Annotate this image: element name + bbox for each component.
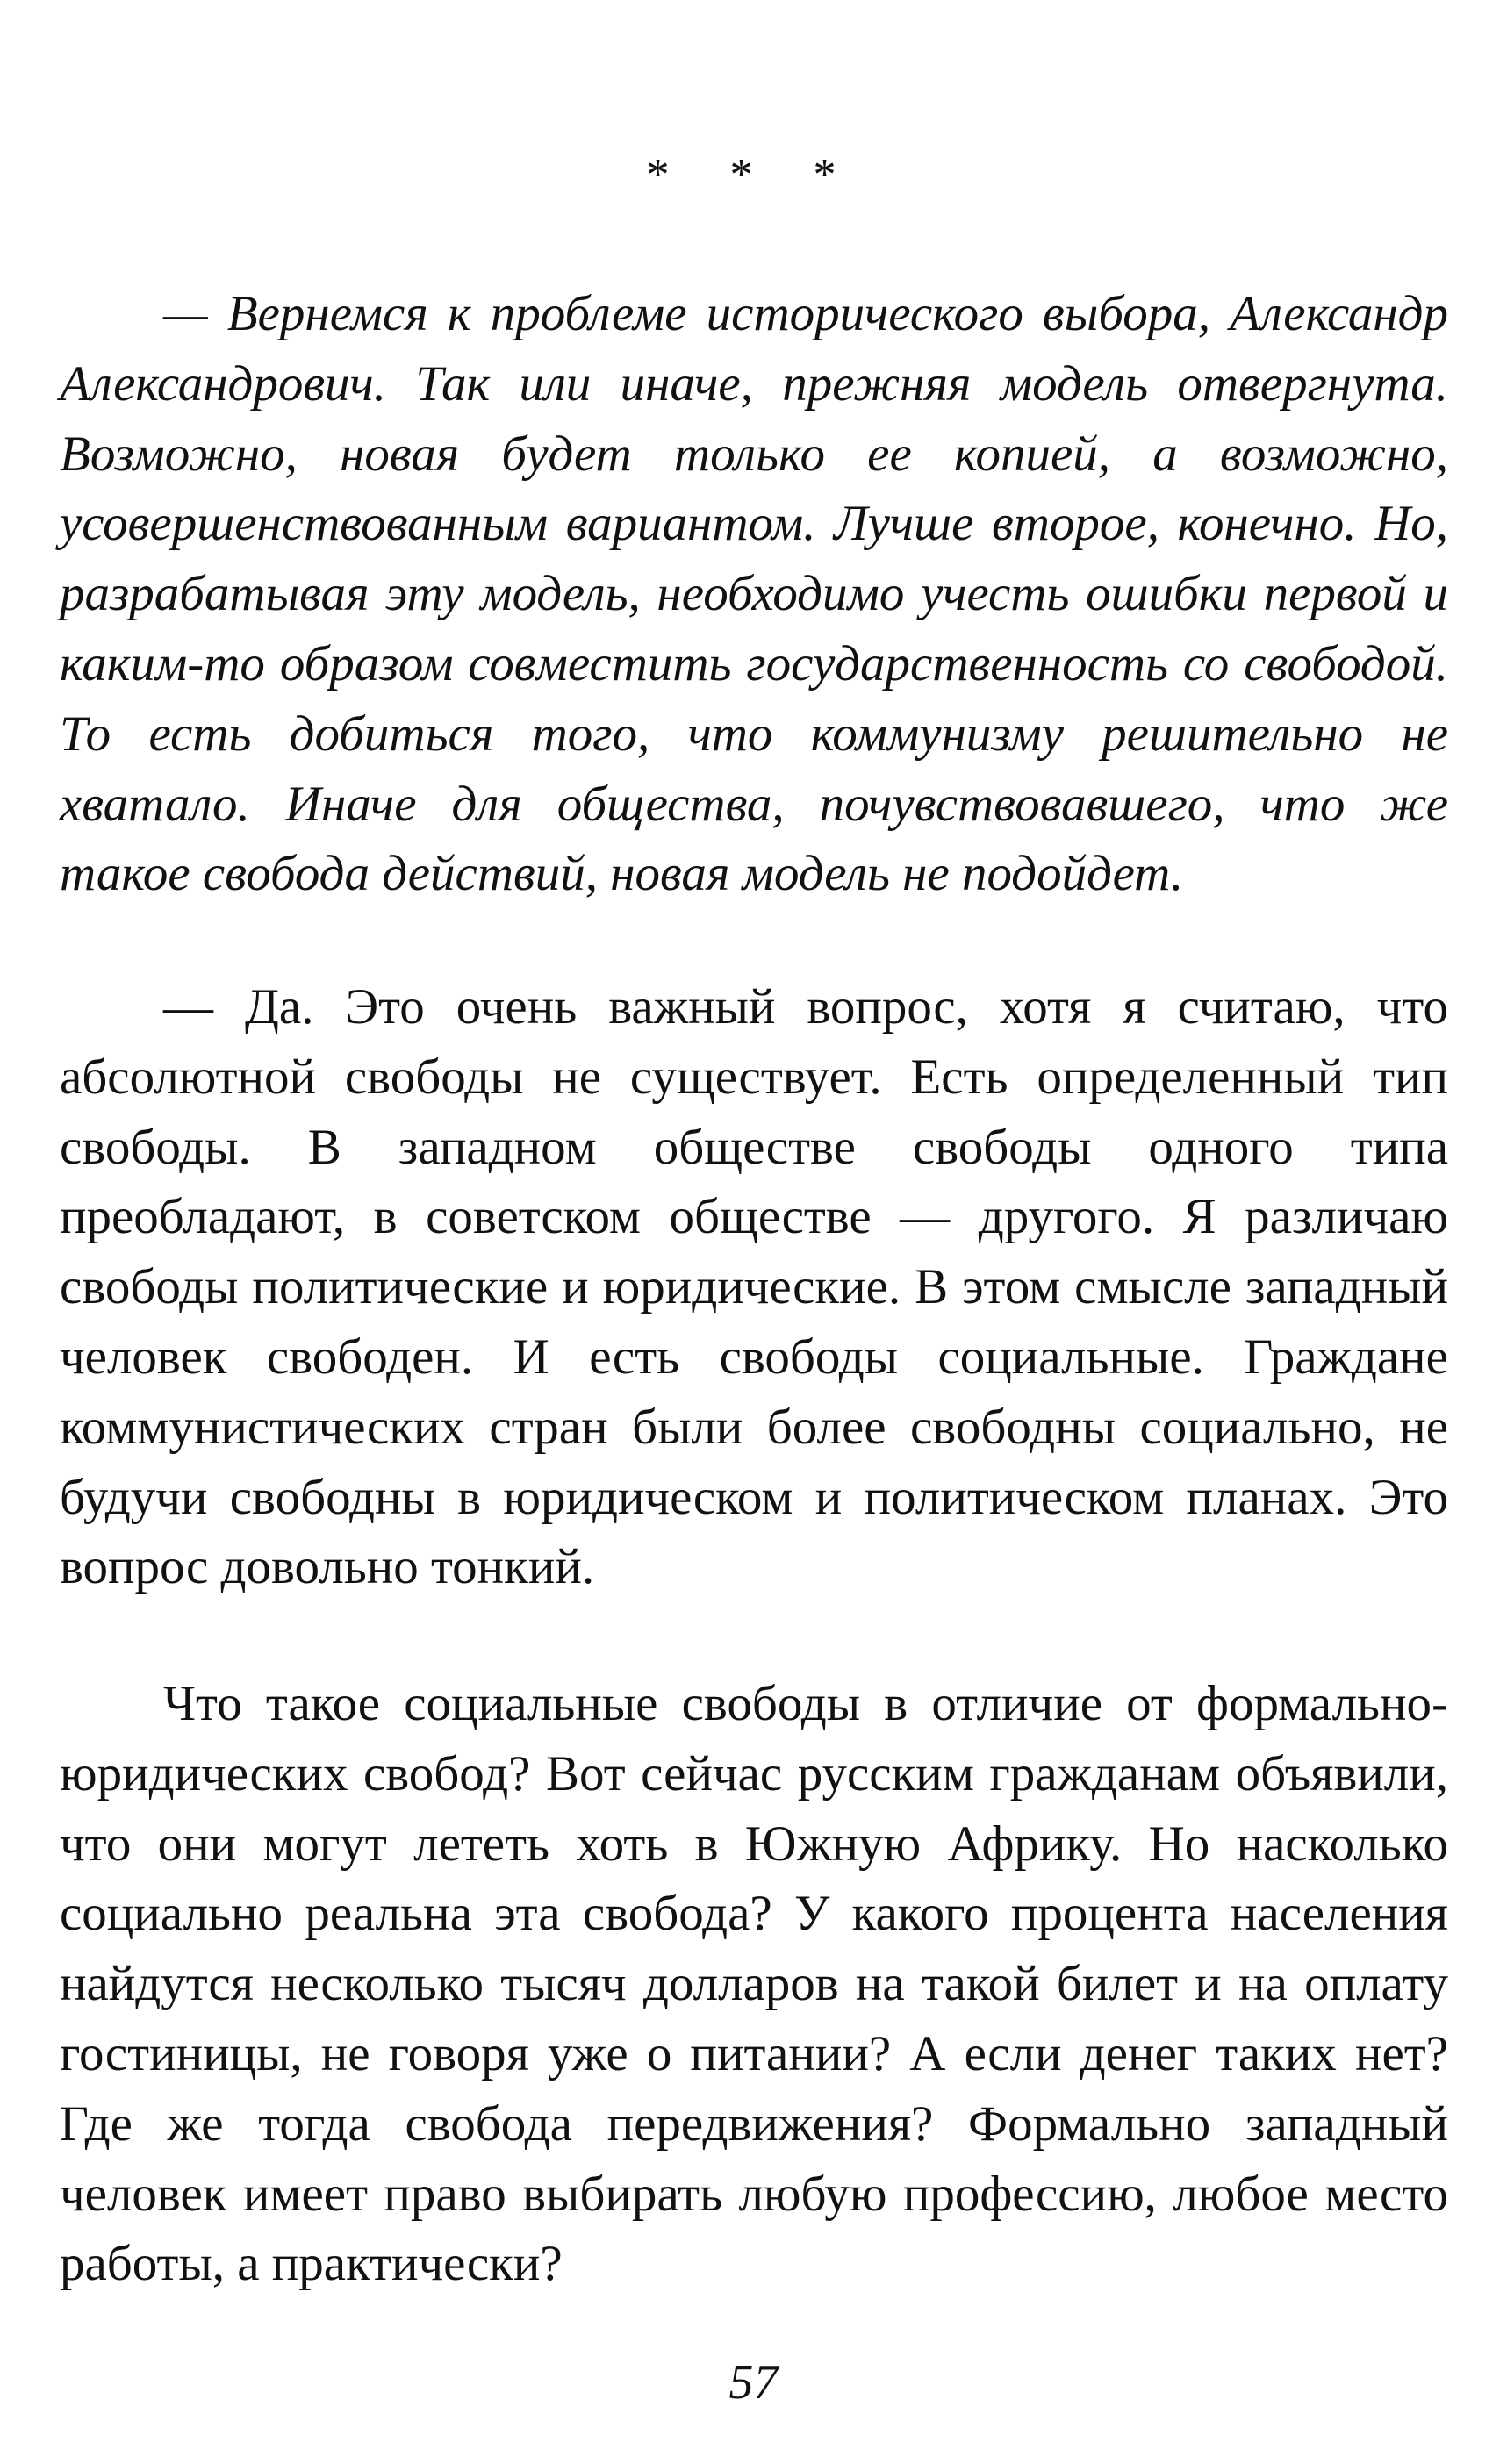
section-separator: * * * <box>646 150 861 200</box>
paragraph-text: — Да. Это очень важный вопрос, хотя я считаю, что абсолютной свободы не существует. Есть определенный тип свободы. В западном обществе свободы одного типа преобладают, в советском обществе — другого. Я различаю свободы политические и юридические. В этом смысле западный человек свободен. И есть свободы социальные. Граждане коммунистических стран были более свободны социально, не будучи свободны в юридическом и политическом планах. Это вопрос довольно тонкий. <box>60 979 1448 1595</box>
page-number: 57 <box>728 2355 779 2410</box>
dialogue-answer-paragraph <box>60 972 1448 1602</box>
body-paragraph <box>60 1669 1448 2299</box>
paragraph-text: — Вернемся к проблеме исторического выбора, Александр Александрович. Так или иначе, прежняя модель отвергнута. Возможно, новая будет только ее копией, а возможно, усовершенствованным вариантом. Лучше второе, конечно. Но, разрабатывая эту модель, необходимо учесть ошибки первой и каким-то образом совместить государственность со свободой. То есть добиться того, что коммунизму решительно не хватало. Иначе для общества, почувствовавшего, что же такое свобода действий, новая модель не подойдет. <box>60 286 1448 902</box>
paragraph-text: Что такое социальные свободы в отличие от формально-юридических свобод? Вот сейчас русским гражданам объявили, что они могут лететь хоть в Южную Африку. Но насколько социально реальна эта свобода? У какого процента населения найдутся несколько тысяч долларов на такой билет и на оплату гостиницы, не говоря уже о питании? А если денег таких нет? Где же тогда свобода передвижения? Формально западный человек имеет право выбирать любую профессию, любое место работы, а практически? <box>60 1676 1448 2292</box>
dialogue-question-paragraph <box>60 279 1448 909</box>
